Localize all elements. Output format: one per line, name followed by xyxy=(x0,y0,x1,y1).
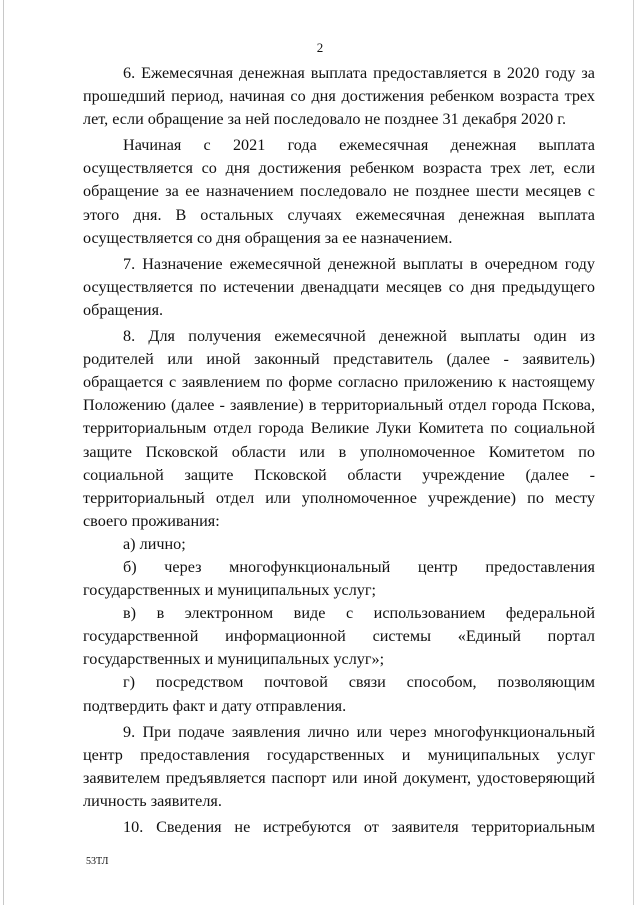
list-item-a: а) лично; xyxy=(123,534,186,553)
list-item-g: г) посредством почтовой связи способом, позволяющим подтвердить факт и дату отправления. xyxy=(83,673,595,715)
paragraph-8: 8. Для получения ежемесячной денежной выплаты один из родителей или иной законный представитель (далее - заявитель) обращается с заявлением по форме согласно приложению к настоящему Положению (далее - заявление) в территориальный отдел города Пскова, территориальным отдел города Великие Луки Комитета по социальной защите Псковской области или в уполномоченное Комитетом по социальной защите Псковской области учреждение (далее - территориальный отдел или уполномоченное учреждение) по месту своего проживания: xyxy=(83,327,595,530)
page-number: 2 xyxy=(316,40,324,55)
scan-edge-left xyxy=(3,0,4,905)
footer-code: 53ТЛ xyxy=(86,856,109,867)
paragraph-7: 7. Назначение ежемесячной денежной выплаты в очередном году осуществляется по истечении двенадцати месяцев со дня предыдущего обращения. xyxy=(83,254,595,319)
paragraph-9: 9. При подаче заявления лично или через многофункциональный центр предоставления государственных и муниципальных услуг заявителем предъявляется паспорт или иной документ, удостоверяющий личность заявителя. xyxy=(83,722,595,810)
list-item-b: б) через многофункциональный центр предоставления государственных и муниципальных услуг; xyxy=(83,557,595,600)
paragraph-6-continued: Начиная с 2021 года ежемесячная денежная выплата осуществляется со дня достижения ребенком возраста трех лет, если обращение за ее назначением последовало не позднее шести месяцев с этого дня. В остальных случаях ежемесячная денежная выплата осуществляется со дня обращения за ее назначением. xyxy=(83,136,595,247)
paragraph-6: 6. Ежемесячная денежная выплата предоставляется в 2020 году за прошедший период, начиная со дня достижения ребенком возраста трех лет, если обращение за ней последовало не позднее 31 декабря 2020 г. xyxy=(83,64,595,129)
paragraph-10: 10. Сведения не истребуются от заявителя территориальным xyxy=(123,818,595,836)
list-item-v: в) в электронном виде с использованием федеральной государственной информационной системы «Единый портал государственных и муниципальных услуг»; xyxy=(83,604,595,669)
scan-edge-right xyxy=(633,0,634,905)
document-body xyxy=(83,62,595,839)
